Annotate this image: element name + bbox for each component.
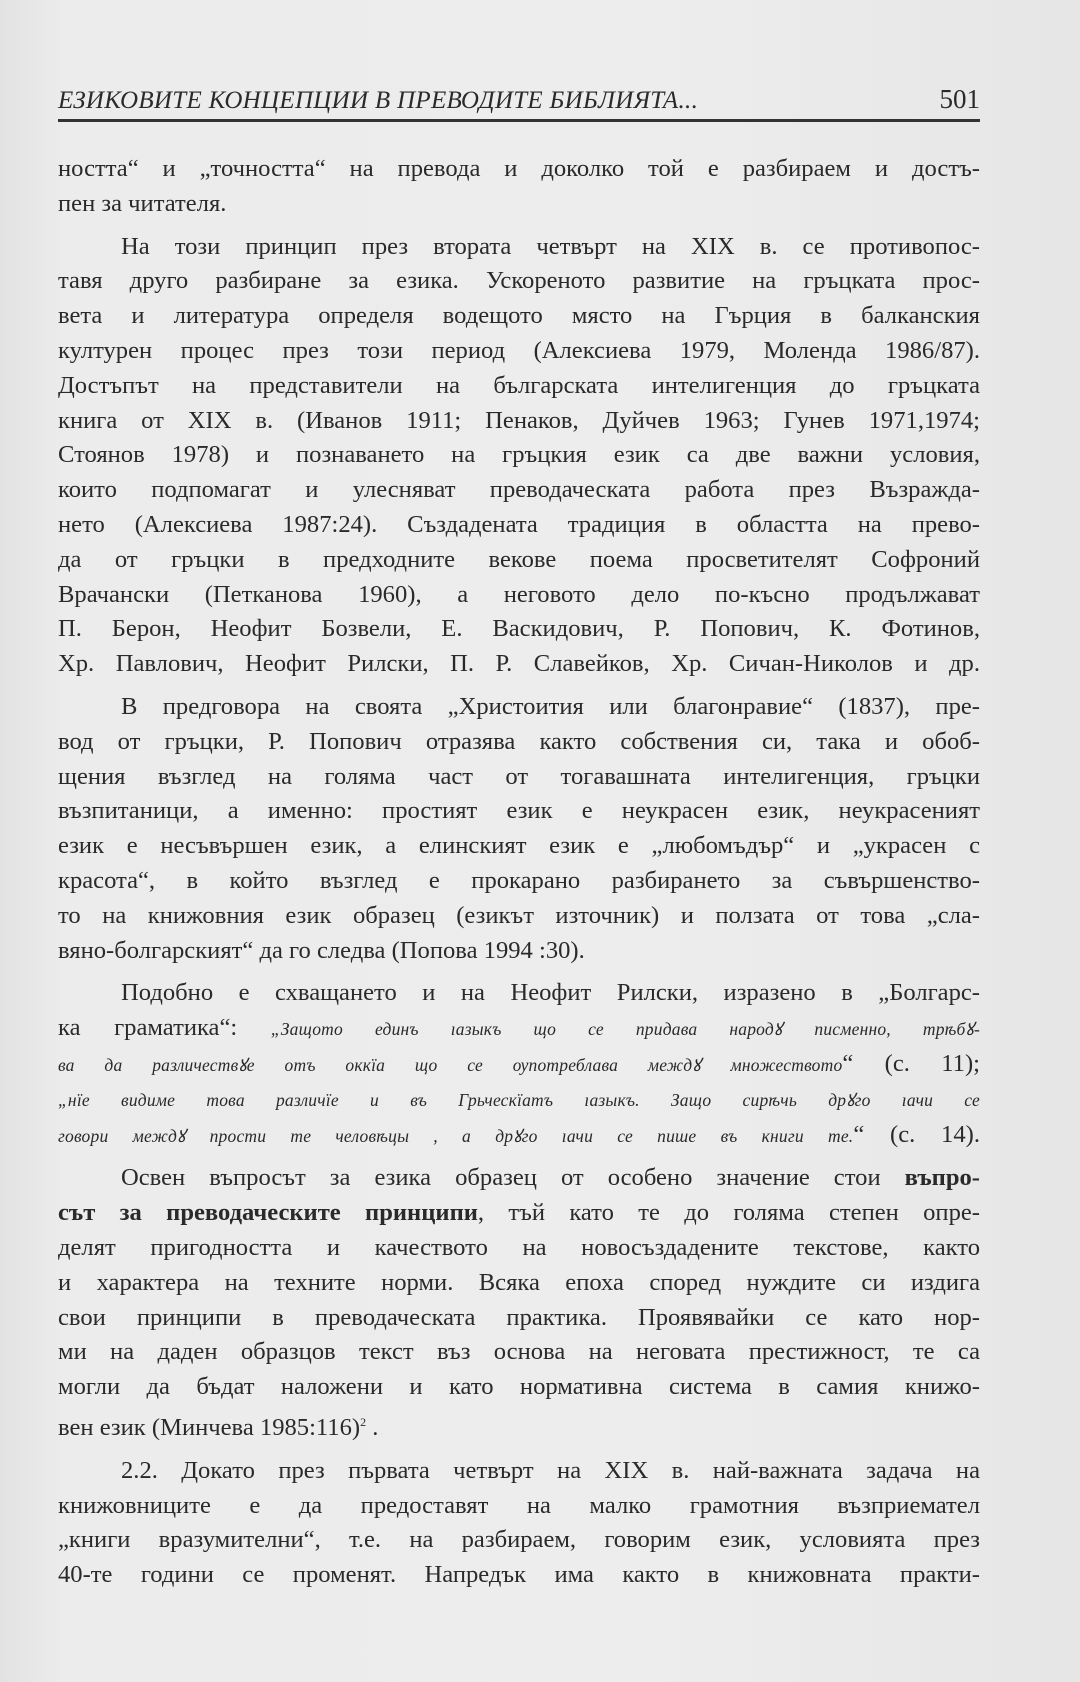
text-line (58, 1047, 980, 1083)
text-line (58, 1118, 980, 1154)
text-segment: вен език (Минчева 1985:116) (58, 1414, 361, 1442)
text-line: Хр. Павлович, Неофит Рилски, П. Р. Славейков, Хр. Сичан-Николов и др. (58, 650, 980, 678)
text-line: вета и литература определя водещото място на Гърция в балканския (58, 302, 980, 330)
text-line: Врачански (Петканова 1960), а неговото дело по-късно продължават (58, 580, 980, 608)
text-line (58, 1196, 980, 1231)
text-line: да от гръцки в предходните векове поема просветителят Софроний (58, 545, 980, 573)
paragraph-4 (58, 976, 980, 1153)
text-line (58, 1405, 980, 1446)
text-line: ми на даден образцов текст въз основа на неговата престижност, те са (58, 1338, 980, 1366)
text-line: Стоянов 1978) и познаването на гръцкия език са две важни условия, (58, 441, 980, 469)
text-line: които подпомагат и улесняват преводаческата работа през Възражда- (58, 476, 980, 504)
text-line: възпитаници, а именно: простият език е неукрасен език, неукрасеният (58, 797, 980, 825)
paragraph-5 (58, 1161, 980, 1446)
text-line: „книги вразумителни“, т.е. на разбираем, говорим език, условията през (58, 1526, 980, 1554)
text-line: вод от гръцки, Р. Попович отразява както собствения си, така и обоб- (58, 727, 980, 755)
text-segment: “ (с. 14). (853, 1120, 980, 1148)
text-line (58, 1011, 980, 1047)
text-line: културен процес през този период (Алексиева 1979, Моленда 1986/87). (58, 336, 980, 364)
old-church-slavonic-quote: говори междꙋ прости те человѣцы , а дрꙋго ıачи се пише въ книги те. (58, 1125, 854, 1146)
body-text (58, 152, 980, 1601)
text-line: могли да бъдат наложени и като нормативна система в самия книжо- (58, 1373, 980, 1401)
text-line: красота“, в който възглед е прокарано разбирането за съвършенство- (58, 866, 980, 894)
text-line: щения възглед на голяма част от тогавашната интелигенция, гръцки (58, 762, 980, 790)
text-line: то на книжовния език образец (езикът източник) и ползата от това „сла- (58, 901, 980, 929)
text-line: В предговора на своята „Христоития или благонравие“ (1837), пре- (121, 692, 980, 720)
text-line: свои принципи в преводаческата практика. Проявявайки се като нор- (58, 1303, 980, 1331)
footnote-marker[interactable]: 2 (360, 1414, 367, 1429)
text-line: нето (Алексиева 1987:24). Създадената традиция в областта на прево- (58, 510, 980, 538)
text-line: 2.2. Докато през първата четвърт на XIX в. най-важната задача на (121, 1456, 980, 1484)
text-line: ността“ и „точността“ на превода и доколко той е разбираем и достъ- (58, 155, 980, 182)
old-church-slavonic-quote: „Защото единъ ıазыкъ що се придава народꙋ писменно, трѣбꙋ- (270, 1019, 980, 1040)
old-church-slavonic-quote: ва да различествꙋе отъ оккїа що се ѹпотреблава междꙋ множеството (58, 1054, 843, 1075)
old-church-slavonic-quote: „нїе видиме това различїе и въ Грьческїатъ ıазыкъ. Защо сирѣчь дрꙋго ıачи се (58, 1089, 980, 1110)
page-header (58, 84, 980, 122)
text-line: П. Берон, Неофит Бозвели, Е. Васкидович, Р. Попович, К. Фотинов, (58, 615, 980, 643)
text-line: книжовниците е да предоставят на малко грамотния възприемател (58, 1491, 980, 1519)
running-head: ЕЗИКОВИТЕ КОНЦЕПЦИИ В ПРЕВОДИТЕ БИБЛИЯТА... (58, 87, 699, 114)
text-segment: . (366, 1414, 379, 1442)
text-line: делят пригодността и качеството на новосъздадените текстове, както (58, 1233, 980, 1261)
text-line (58, 1161, 980, 1196)
text-line: книга от XIX в. (Иванов 1911; Пенаков, Дуйчев 1963; Гунев 1971,1974; (58, 406, 980, 434)
paragraph-6 (58, 1454, 980, 1593)
text-segment: ка граматика“: (58, 1014, 271, 1042)
text-line: тавя друго разбиране за езика. Ускореното развитие на гръцката прос- (58, 267, 980, 295)
paragraph-2 (58, 230, 980, 682)
text-segment: , тъй като те до голяма степен опре- (477, 1199, 980, 1227)
text-line: вяно-болгарският“ да го следва (Попова 1994 :30). (58, 936, 585, 964)
text-line: Достъпът на представители на българската интелигенция до гръцката (58, 371, 980, 399)
bold-term: сът за преводаческите принципи (58, 1199, 478, 1227)
text-segment: Освен въпросът за езика образец от особено значение стои (121, 1164, 905, 1192)
bold-term: въпро- (904, 1164, 980, 1192)
paragraph-1 (58, 152, 980, 222)
page-number: 501 (939, 84, 980, 114)
text-line: Подобно е схващането и на Неофит Рилски, изразено в „Болгарс- (121, 979, 980, 1007)
text-segment: “ (с. 11); (842, 1049, 980, 1077)
text-line: На този принцип през втората четвърт на XIX в. се противопос- (121, 232, 980, 260)
text-line: и характера на техните норми. Всяка епоха според нуждите си издига (58, 1268, 980, 1296)
text-line: 40-те години се променят. Напредък има както в книжовната практи- (58, 1561, 980, 1589)
text-line: пен за читателя. (58, 189, 227, 217)
paragraph-3 (58, 690, 980, 968)
text-line: език е несъвършен език, а елинският език е „любомъдър“ и „украсен с (58, 832, 980, 860)
